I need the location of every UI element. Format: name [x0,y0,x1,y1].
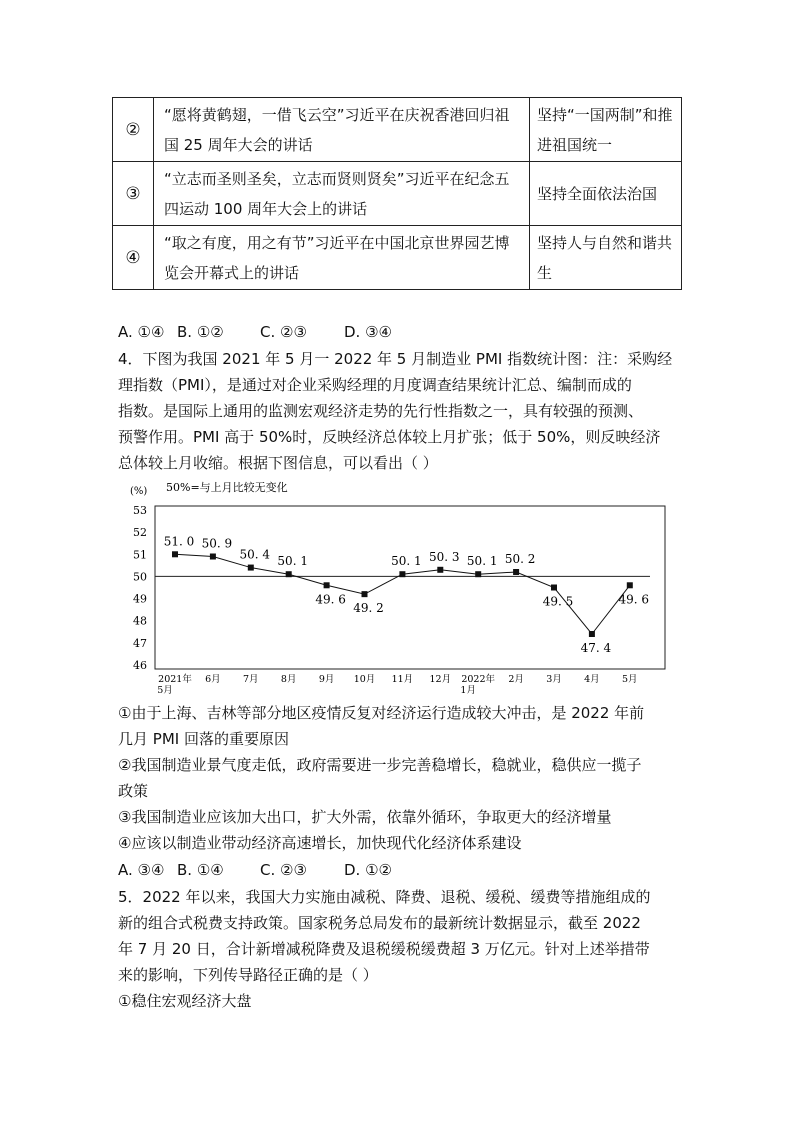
data-point [286,571,292,577]
x-tick-label: 6月 [205,674,221,685]
chart-note: 50%=与上月比较无变化 [166,481,288,494]
data-point [210,554,216,560]
x-tick-label: 2021年 5月 [157,674,192,696]
pmi-points [164,534,649,655]
y-tick-label: 46 [133,659,147,672]
y-tick-label: 53 [133,504,147,517]
data-label: 49. 6 [618,592,650,607]
data-point [551,585,557,591]
q4-stem-line-1: 4．下图为我国 2021 年 5 月一 2022 年 5 月制造业 PMI 指数统计图：注：采购经 [118,350,673,368]
q3-option-a[interactable]: A. ①④ [118,323,165,341]
q5-line-4: 来的影响，下列传导路径正确的是（ ） [118,966,378,984]
x-tick-label: 8月 [280,674,297,685]
chart-unit-label: (%) [130,486,148,497]
x-tick-label: 11月 [391,674,414,685]
x-tick-label: 5月 [622,674,638,685]
x-axis-ticks [157,673,637,696]
data-label: 50. 1 [391,554,422,569]
q4-stem-line-2: 理指数（PMI），是通过对企业采购经理的月度调查结果统计汇总、编制而成的 [118,376,632,394]
data-point [627,582,633,588]
row-theme: 坚持“一国两制”和推进祖国统一 [530,98,682,162]
y-tick-label: 50 [133,570,147,584]
y-tick-label: 49 [133,592,147,606]
row-theme: 坚持人与自然和谐共生 [530,226,682,290]
data-label: 49. 2 [353,601,384,616]
table-row [113,98,682,162]
x-tick-label: 10月 [353,674,376,685]
q3-option-b[interactable]: B. ①② [177,323,224,341]
x-tick-label: 2022年 1月 [460,674,496,696]
data-label: 47. 4 [580,641,612,655]
q3-options [118,319,392,345]
quote-theme-table [112,97,682,290]
data-label: 49. 6 [315,592,346,607]
q4-statement-1a: ①由于上海、吉林等部分地区疫情反复对经济运行造成较大冲击，是 2022 年前 [118,704,645,722]
data-label: 51. 0 [163,534,195,549]
y-tick-label: 48 [133,614,147,628]
table-row [113,226,682,290]
data-point [589,631,595,637]
data-label: 50. 1 [277,554,308,569]
q5-line-1: 5．2022 年以来，我国大力实施由减税、降费、退税、缓税、缓费等措施组成的 [118,888,651,906]
q4-statement-3: ③我国制造业应该加大出口，扩大外需，依靠外循环，争取更大的经济增量 [118,808,612,826]
q4-statement-2a: ②我国制造业景气度走低，政府需要进一步完善稳增长，稳就业，稳供应一揽子 [118,756,642,774]
x-tick-label: 4月 [584,674,600,685]
data-point [172,551,178,557]
data-label: 50. 1 [466,554,498,569]
x-tick-label: 9月 [318,674,335,685]
data-label: 50. 4 [239,547,271,562]
q4-option-c[interactable]: C. ②③ [260,861,307,879]
table-body [113,98,682,290]
data-point [513,569,519,575]
q4-option-d[interactable]: D. ①② [344,861,392,879]
q4-statement-4: ④应该以制造业带动经济高速增长，加快现代化经济体系建设 [118,834,522,852]
q4-stem-line-5: 总体较上月收缩。根据下图信息，可以看出（ ） [118,454,438,472]
data-point [437,567,443,573]
y-tick-label: 51 [133,548,147,562]
q3-option-c[interactable]: C. ②③ [260,323,307,341]
q4-statement-1b: 几月 PMI 回落的重要原因 [118,730,289,748]
data-point [399,571,405,577]
q5-line-2: 新的组合式税费支持政策。国家税务总局发布的最新统计数据显示，截至 2022 [118,914,641,932]
q4-option-b[interactable]: B. ①④ [177,861,224,879]
q5-statement-1: ①稳住宏观经济大盘 [118,992,252,1010]
q4-option-a[interactable]: A. ③④ [118,861,165,879]
x-tick-label: 3月 [546,674,562,685]
data-point [248,565,254,571]
data-label: 50. 3 [429,549,460,564]
q4-stem-line-4: 预警作用。PMI 高于 50%时，反映经济总体较上月扩张；低于 50%，则反映经济 [118,428,661,446]
pmi-line-chart [112,480,672,698]
y-tick-label: 47 [133,636,147,650]
row-theme: 坚持全面依法治国 [530,162,682,226]
q4-statement-2b: 政策 [118,782,149,800]
data-point [362,591,368,597]
y-axis-ticks [133,504,147,672]
data-point [324,582,330,588]
x-tick-label: 7月 [243,674,259,685]
row-number: ② [113,98,154,162]
q3-option-d[interactable]: D. ③④ [344,323,392,341]
x-tick-label: 12月 [429,674,452,685]
data-label: 50. 2 [504,552,536,566]
row-number: ③ [113,162,154,226]
row-quote: “愿将黄鹤翅，一借飞云空”习近平在庆祝香港回归祖国 25 周年大会的讲话 [154,98,530,162]
table-row [113,162,682,226]
q5-line-3: 年 7 月 20 日，合计新增减税降费及退税缓税缓费超 3 万亿元。针对上述举措带 [118,940,650,958]
row-quote: “立志而圣则圣矣，立志而贤则贤矣”习近平在纪念五四运动 100 周年大会上的讲话 [154,162,530,226]
data-label: 50. 9 [201,536,233,551]
data-label: 49. 5 [542,594,574,609]
x-tick-label: 2月 [508,674,524,685]
q4-options [118,857,392,883]
q4-stem-line-3: 指数。是国际上通用的监测宏观经济走势的先行性指数之一，具有较强的预测、 [118,402,644,420]
row-quote: “取之有度，用之有节”习近平在中国北京世界园艺博览会开幕式上的讲话 [154,226,530,290]
row-number: ④ [113,226,154,290]
y-tick-label: 52 [133,526,147,540]
data-point [475,571,481,577]
